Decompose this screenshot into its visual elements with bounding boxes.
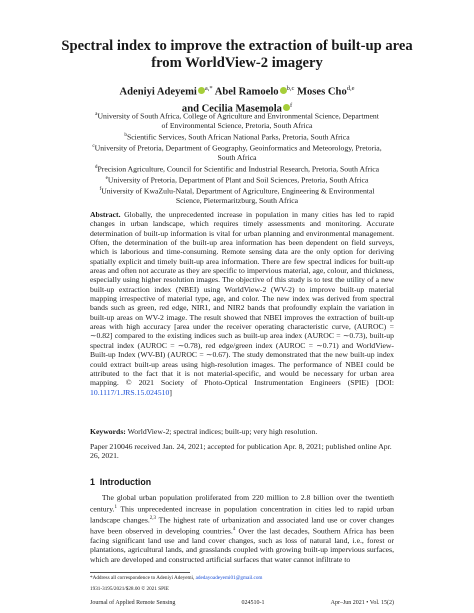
author-list: Adeniyi Adeyemi $^{a,*}$ Abel Ramoelo $^{b,c}$ Moses Cho$^{d,e}$ and Cecilia Masemola $^f$ xyxy=(119,85,355,115)
section-heading xyxy=(90,477,151,487)
paper-title: Spectral index to improve the extraction of built-up area from WorldView-2 imagery xyxy=(61,38,413,71)
affiliation-item: $^e$University of Pretoria, Department of Plant and Soil Sciences, Pretoria, South Africa xyxy=(105,174,369,185)
email-link[interactable]: adedayoadeyemi01@gmail.com xyxy=(195,575,263,581)
keywords-label: Keywords: xyxy=(90,427,126,436)
article-number: 024510-1 xyxy=(241,600,265,606)
section-title-text: Introduction xyxy=(99,477,152,487)
affiliations xyxy=(92,110,382,206)
author-affiliation-marker: a,* xyxy=(204,85,213,92)
correspondence-footnote: *Address all correspondence to Adeniyi Adeyemi, adedayoadeyemi01@gmail.com xyxy=(90,575,263,581)
citation-ref[interactable]: 1 xyxy=(114,504,117,510)
issn-line: 1931-3195/2021/$28.00 © 2021 SPIE xyxy=(90,586,169,592)
affiliation-item: $^c$University of Pretoria, Department of Geography, Geoinformatics and Meteorology, Pretoria, South Africa xyxy=(92,142,382,163)
keywords-text: WorldView-2; spectral indices; built-up; very high resolution. xyxy=(127,427,318,436)
author-name[interactable]: Cecilia Masemola xyxy=(201,103,282,115)
issue-info: Apr–Jun 2021 • Vol. 15(2) xyxy=(330,600,394,606)
author-affiliation-marker: f xyxy=(289,102,293,110)
intro-paragraph: The global urban population proliferated from 220 million to 2.8 billion over the twentieth century.$^1$ This unprecedented increase in population concentration in cities led to rapid urban landscape changes.$^{2,3}$ The highest rate of urbanization and associated land use or cover changes have been observed in developing countries.$^4$ Over the last decades, Southern Africa has been facing significant land use and land cover changes, such as loss of natural land, i.e., forest or plantations, agricultural lands, and grasslands coupled with growing built-up impervious surfaces, which are developed and constructed artificial surfaces that water cannot infiltrate to xyxy=(90,493,394,564)
abstract-text: Globally, the unprecedented increase in population in many cities has led to rapid changes in urban landscape, which requires timely assessments and monitoring. Accurate determination of built-up information is vital for urban planning and environmental management. Often, the determination of the built-up area information has been dependent on field surveys, which is laborious and time-consuming. Remote sensing data are the only option for deriving spatially explicit and timely built-up area information. There are few spectral indices for built-up areas and often not accurate as they are specific to impervious material, age, colour, and thickness, especially using higher resolution images. The objective of this study is to test the utility of a new built-up extraction index (NBEI) using WorldView-2 (WV-2) to improve built-up material mapping irrespective of material type, age, and color. The new index was derived from spectral bands such as green, red edge, NIR1, and NIR2 bands that profoundly explain the variation in built-up areas on WV-2 image. The result showed that NBEI improves the extraction of built-up areas with high accuracy [area under the receiver operating characteristic curve, (AUROC) = ∼0.82] compared to the existing indices such as built-up area index (AUROC = ∼0.73), built-up spectral index (AUROC = ∼0.78), red edge/green index (AUROC = ∼0.71) and WorldView-Built-up Index (WV-BI) (AUROC = ∼0.67). The study demonstrated that the new built-up index could extract built-up areas using high-resolution images. The performance of NBEI could be attributed to the fact that it is not material-specific, and would be necessary for urban area mapping. © 2021 Society of Photo-Optical Instrumentation Engineers (SPIE) [DOI: xyxy=(90,210,395,388)
affiliation-item: $^b$Scientific Services, South African National Parks, Pretoria, South Africa xyxy=(124,131,350,142)
citation-ref[interactable]: 2,3 xyxy=(149,515,157,521)
affiliation-item: $^f$University of KwaZulu-Natal, Department of Agriculture, Engineering & Environmental Science, Pietermaritzburg, South Africa xyxy=(99,185,375,206)
keywords xyxy=(90,427,394,437)
abstract-label: Abstract. xyxy=(90,210,121,219)
author-name[interactable]: Adeniyi Adeyemi xyxy=(119,86,197,98)
abstract: Abstract. Globally, the unprecedented increase in population in many cities has led to rapid changes in urban landscape, which requires timely assessments and monitoring. Accurate determination of built-up information is vital for urban planning and environmental management. Often, the determination of the built-up area information has been dependent on field surveys, which is laborious and time-consuming. Remote sensing data are the only option for deriving spatially explicit and timely built-up area information. There are few spectral indices for built-up areas and often not accurate as they are specific to impervious material, age, colour, and thickness, especially using higher resolution images. The objective of this study is to test the utility of a new built-up extraction index (NBEI) using WorldView-2 (WV-2) to improve built-up material mapping irrespective of material type, age, and color. The new index was derived from spectral bands such as green, red edge, NIR1, and NIR2 bands that profoundly explain the variation in built-up areas on WV-2 image. The result showed that NBEI improves the extraction of built-up areas with high accuracy [area under the receiver operating characteristic curve, (AUROC) = ∼0.82] compared to the existing indices such as built-up area index (AUROC = ∼0.73), built-up spectral index (AUROC = ∼0.78), red edge/green index (AUROC = ∼0.71) and WorldView-Built-up Index (WV-BI) (AUROC = ∼0.67). The study demonstrated that the new built-up index could extract built-up areas using high-resolution images. The performance of NBEI could be attributed to the fact that it is not material-specific, and would be necessary for urban area mapping. © 2021 Society of Photo-Optical Instrumentation Engineers (SPIE) [DOI: 10.1117/1.JRS.15.024510] xyxy=(90,210,395,397)
doi-link[interactable]: 10.1117/1.JRS.15.024510 xyxy=(90,387,170,397)
citation-ref[interactable]: 4 xyxy=(232,526,236,532)
orcid-icon[interactable] xyxy=(280,87,287,94)
affiliation-item: $^d$Precision Agriculture, Council for Scientific and Industrial Research, Pretoria, South Africa xyxy=(94,163,380,174)
section-number: 1 xyxy=(90,477,95,487)
author-name[interactable]: Abel Ramoelo xyxy=(214,86,279,98)
affiliation-item: $^a$University of South Africa, College of Agriculture and Environmental Science, Department of Environmental Science, Pretoria, South Africa xyxy=(95,111,379,131)
page-footer xyxy=(90,600,394,606)
footnote-divider xyxy=(90,572,190,573)
author-affiliation-marker: d,e xyxy=(346,85,355,92)
author-name[interactable]: Moses Cho xyxy=(297,86,347,98)
publication-history: Paper 210046 received Jan. 24, 2021; accepted for publication Apr. 8, 2021; published online Apr. 26, 2021. xyxy=(90,442,392,461)
orcid-icon[interactable] xyxy=(198,87,205,94)
author-affiliation-marker: b,c xyxy=(286,85,295,92)
journal-name: Journal of Applied Remote Sensing xyxy=(90,600,176,606)
